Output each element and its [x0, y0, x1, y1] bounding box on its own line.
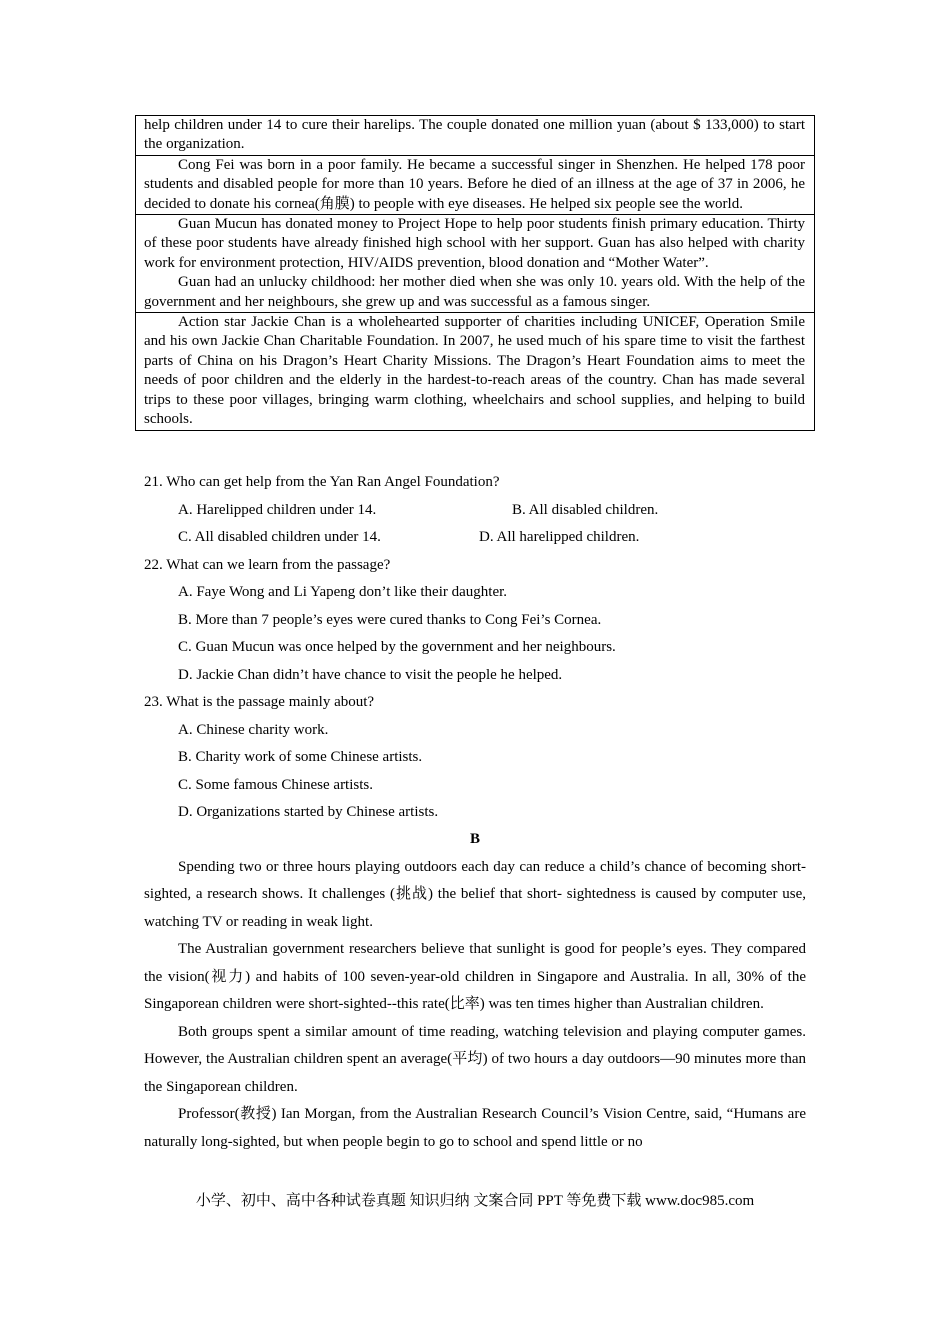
table-row-yan-ran	[136, 116, 814, 155]
option-21-c: C. All disabled children under 14.	[178, 529, 381, 545]
option-22-c: C. Guan Mucun was once helped by the government and her neighbours.	[178, 639, 616, 655]
section-b-paragraph-1: Spending two or three hours playing outdoors each day can reduce a child’s chance of becoming short-sighted, a research shows. It challenges (挑战) the belief that short- sightedness is caused by computer use, watching TV or reading in weak light.	[144, 858, 806, 930]
option-23-a: A. Chinese charity work.	[178, 721, 329, 738]
question-21-options-row-2	[144, 524, 806, 552]
section-b-heading: B	[469, 831, 480, 847]
option-23-d: D. Organizations started by Chinese artists.	[178, 804, 439, 820]
passage-paragraph: Action star Jackie Chan is a wholehearted supporter of charities including UNICEF, Operation Smile and his own Jackie Chan Charitable Foundation. In 2007, he used much of his spare time to visit the farthest parts of China on his Dragon’s Heart Charity Missions. The Dragon’s Heart Foundation aims to meet the needs of poor children and the elderly in the hardest-to-reach areas of the country. Chan has made several trips to these poor villages, bringing warm clothing, wheelchairs and school supplies, and helping to build schools.	[144, 314, 805, 428]
section-b-paragraph-2: The Australian government researchers believe that sunlight is good for people’s eyes. They compared the vision(视力) and habits of 100 seven-year-old children in Singapore and Australia. In all, 30% of the Singaporean children were short-sighted--this rate(比率) was ten times higher than Australian children.	[144, 941, 806, 1012]
table-row-cong-fei	[136, 155, 814, 214]
question-21: 21. Who can get help from the Yan Ran Angel Foundation?	[144, 474, 500, 490]
table-row-jackie-chan	[136, 312, 814, 429]
option-22-b: B. More than 7 people’s eyes were cured thanks to Cong Fei’s Cornea.	[178, 611, 602, 628]
question-22: 22. What can we learn from the passage?	[144, 556, 391, 573]
passage-paragraph: Guan had an unlucky childhood: her mother died when she was only 10. years old. With the help of the government and her neighbours, she grew up and was successful as a famous singer.	[144, 274, 805, 310]
passage-paragraph: help children under 14 to cure their harelips. The couple donated one million yuan (about $ 133,000) to start the organization.	[144, 117, 805, 153]
page-footer: 小学、初中、高中各种试卷真题 知识归纳 文案合同 PPT 等免费下载 www.doc985.com	[195, 1193, 755, 1209]
passage-paragraph: Cong Fei was born in a poor family. He became a successful singer in Shenzhen. He helped 178 poor students and disabled people for more than 10 years. Before he died of an illness at the age of 37 in 2006, he decided to donate his cornea(角膜) to people with eye diseases. He helped six people see the world.	[144, 156, 805, 212]
passage-paragraph: Guan Mucun has donated money to Project Hope to help poor students finish primary education. Thirty of these poor students have already finished high school with her support. Guan has also helped with charity work for environment protection, HIV/AIDS prevention, blood donation and “Mother Water”.	[144, 216, 805, 271]
table-row-guan-mucun	[136, 214, 814, 312]
question-23: 23. What is the passage mainly about?	[144, 694, 375, 710]
question-21-options-row-1	[144, 497, 806, 525]
option-21-b: B. All disabled children.	[512, 501, 659, 518]
section-b-paragraph-4: Professor(教授) Ian Morgan, from the Australian Research Council’s Vision Centre, said, “Humans are naturally long-sighted, but when people begin to go to school and spend little or no	[144, 1106, 806, 1150]
option-21-d: D. All harelipped children.	[479, 529, 640, 545]
section-b	[144, 826, 806, 1156]
option-21-a: A. Harelipped children under 14.	[178, 501, 377, 518]
option-22-a: A. Faye Wong and Li Yapeng don’t like their daughter.	[178, 584, 508, 600]
option-23-c: C. Some famous Chinese artists.	[178, 776, 373, 793]
questions-block	[144, 469, 806, 827]
option-22-d: D. Jackie Chan didn’t have chance to visit the people he helped.	[178, 666, 563, 683]
option-23-b: B. Charity work of some Chinese artists.	[178, 749, 423, 765]
passage-table	[135, 115, 815, 431]
section-b-paragraph-3: Both groups spent a similar amount of time reading, watching television and playing computer games. However, the Australian children spent an average(平均) of two hours a day outdoors—90 minutes more than the Singaporean children.	[144, 1023, 806, 1095]
